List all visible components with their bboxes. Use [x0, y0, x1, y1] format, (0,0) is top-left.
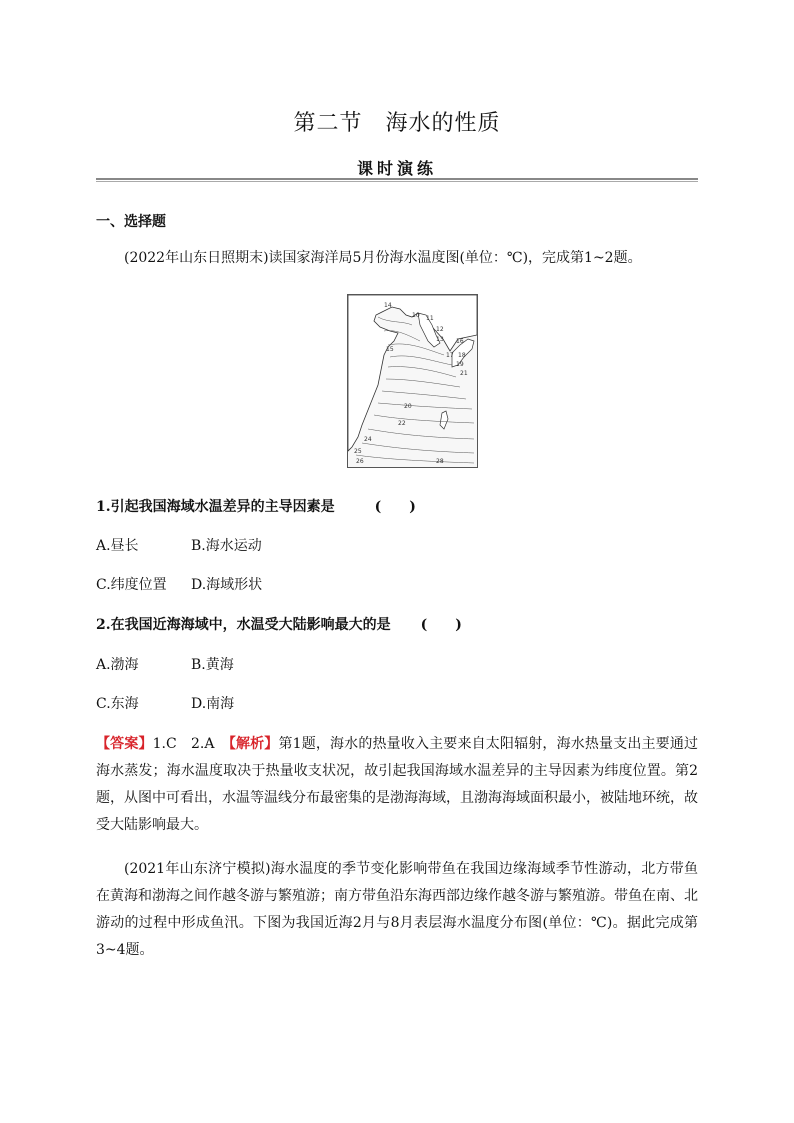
- iso-label: 12: [436, 326, 444, 333]
- iso-label: 26: [356, 458, 364, 465]
- question-1-option-a: A.昼长: [96, 538, 139, 554]
- question-2-option-a: A.渤海: [96, 657, 139, 673]
- question-2-option-c: C.东海: [96, 696, 139, 712]
- iso-label: 17: [446, 352, 454, 359]
- iso-label: 20: [404, 403, 412, 410]
- iso-label: 21: [460, 370, 468, 377]
- sea-temperature-map-svg: [348, 295, 477, 467]
- section-heading: 一、选择题: [96, 214, 166, 230]
- iso-label: 14: [384, 302, 392, 309]
- iso-label: 10: [412, 312, 420, 319]
- question-1-stem: [96, 496, 416, 516]
- question-2-option-d: D.南海: [191, 696, 235, 712]
- question-2-option-b: B.黄海: [191, 657, 234, 673]
- answer-block: [96, 731, 698, 839]
- question-2-stem: [96, 614, 462, 634]
- answer-label: 【答案】: [96, 736, 153, 752]
- iso-label: 15: [386, 346, 394, 353]
- title-rule-top: [96, 178, 698, 180]
- iso-label: 22: [398, 420, 406, 427]
- iso-label: 16: [456, 338, 464, 345]
- question-2-text: 2.在我国近海海域中，水温受大陆影响最大的是: [96, 617, 391, 633]
- iso-label: 28: [436, 458, 444, 465]
- iso-label: 11: [426, 315, 434, 322]
- iso-label: 19: [456, 361, 464, 368]
- question-1-bracket: ( ): [374, 499, 416, 515]
- question-2-bracket: ( ): [420, 617, 462, 633]
- iso-label: 18: [458, 352, 466, 359]
- question-1-option-b: B.海水运动: [191, 538, 262, 554]
- page-title: 第二节 海水的性质: [293, 111, 501, 136]
- answer-values: 1.C 2.A: [152, 736, 229, 752]
- iso-label: 24: [364, 436, 372, 443]
- analysis-text: 第1题，海水的热量收入主要来自太阳辐射，海水热量支出主要通过海水蒸发；海水温度取决于热量收支状况，故引起我国海域水温差异的主导因素为纬度位置。第2题，从图中可看出，水温等温线分布最密集的是渤海海域，且渤海海域面积最小，被陆地环统，故受大陆影响最大。: [96, 736, 699, 833]
- question-1-text: 1.引起我国海域水温差异的主导因素是: [96, 499, 335, 515]
- page-subtitle: 课时演练: [356, 159, 437, 178]
- analysis-label: 【解析】: [228, 736, 279, 752]
- intro-paragraph-1: (2022年山东日照期末)读国家海洋局5月份海水温度图(单位：℃)，完成第1~2题。: [124, 250, 642, 266]
- question-1-option-c: C.纬度位置: [96, 577, 167, 593]
- intro-paragraph-2: (2021年山东济宁模拟)海水温度的季节变化影响带鱼在我国边缘海域季节性游动，北方带鱼在黄海和渤海之间作越冬游与繁殖游；南方带鱼沿东海西部边缘作越冬游与繁殖游。带鱼在南、北游动的过程中形成鱼汛。下图为我国近海2月与8月表层海水温度分布图(单位：℃)。据此完成第3~4题。: [96, 861, 698, 958]
- question-1-option-d: D.海域形状: [191, 577, 263, 593]
- title-rule-bottom: [96, 181, 698, 182]
- iso-label: 25: [354, 448, 362, 455]
- land-taiwan: [440, 411, 448, 429]
- sea-temperature-map: [347, 294, 478, 468]
- iso-label: 13: [436, 336, 444, 343]
